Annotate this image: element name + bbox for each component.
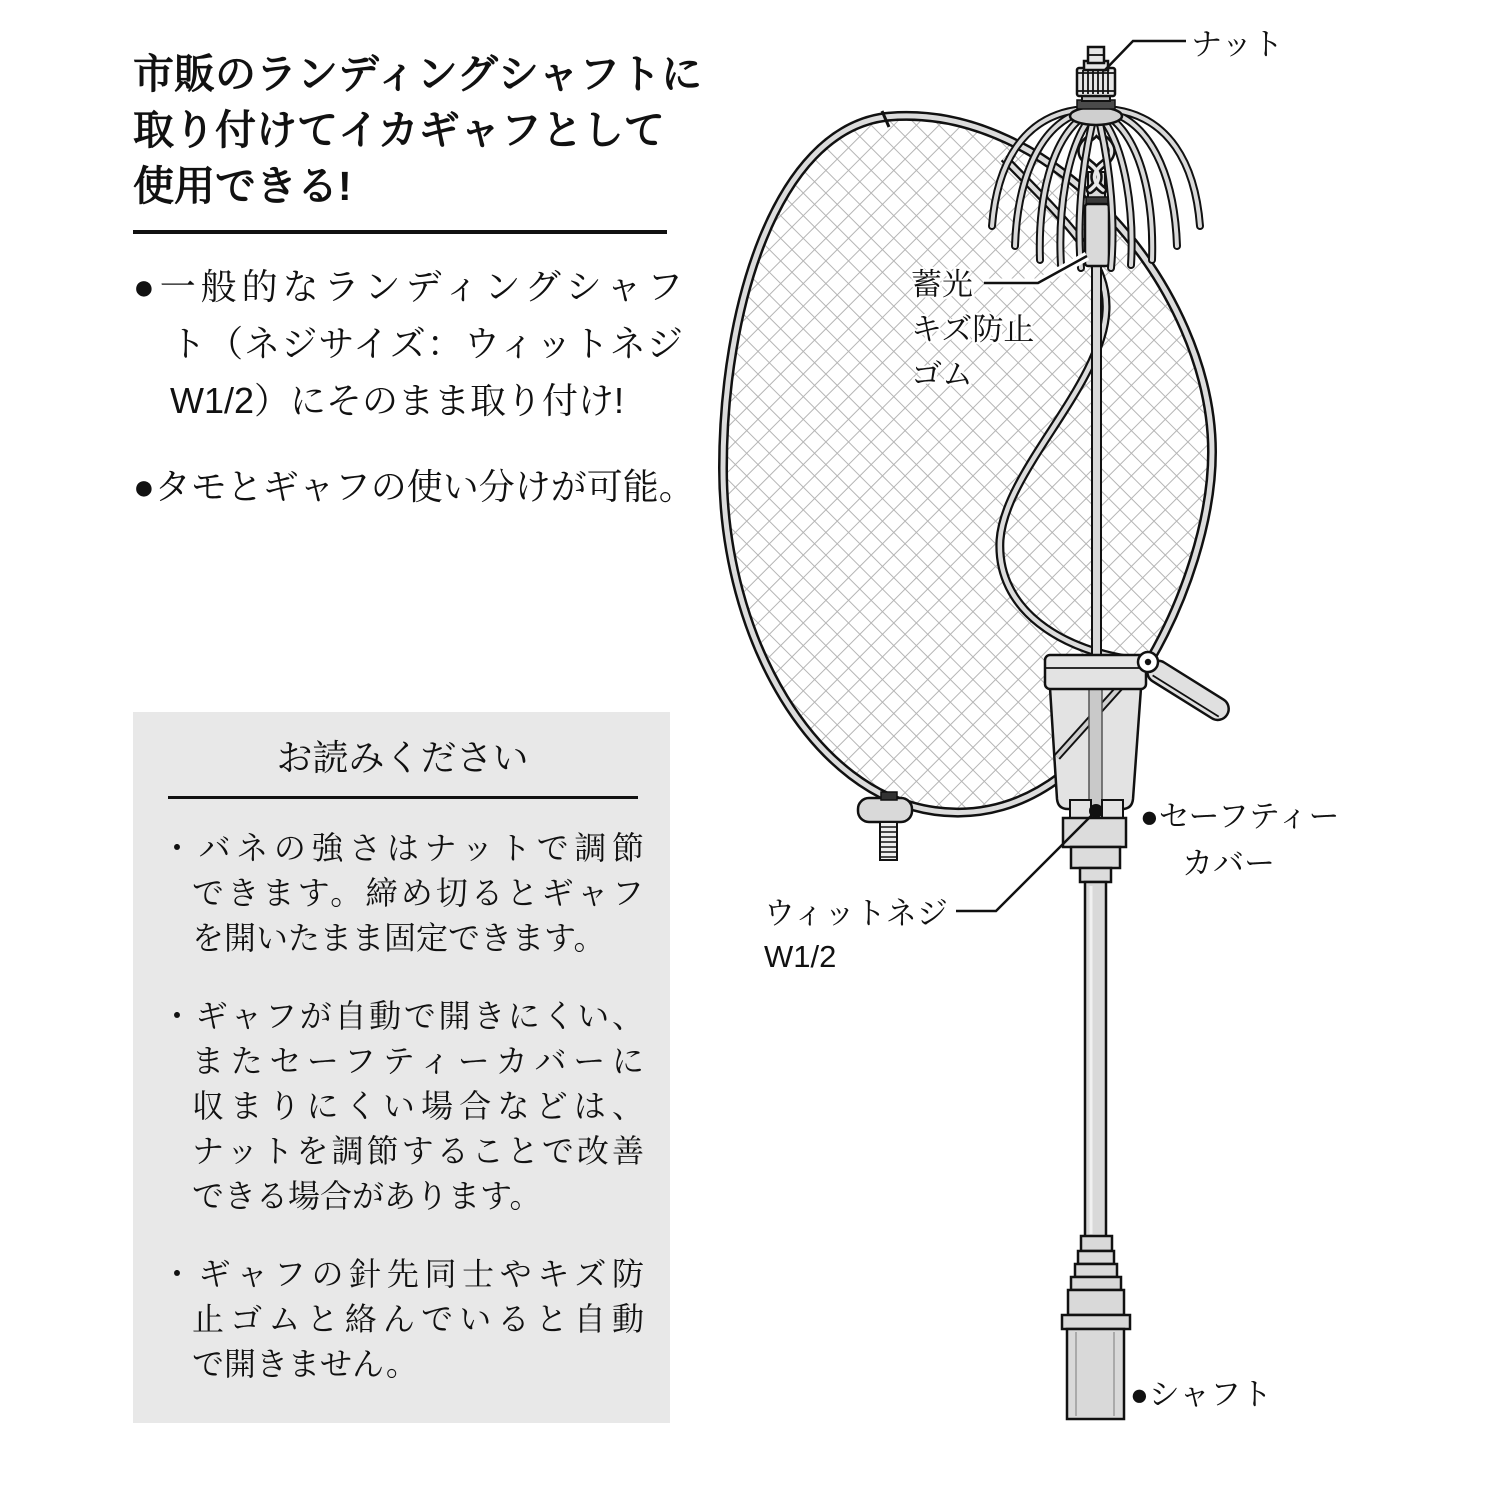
notice-list — [161, 826, 644, 1387]
title-line: 取り付けてイカギャフとして — [133, 107, 665, 153]
label-safety-cover: ●セーフティー カバー — [1140, 799, 1340, 881]
notice-item: ・バネの強さはナットで調節 できます。締め切るとギャフ を開いたまま固定できます。 — [161, 830, 644, 956]
leader-anchor-dot — [1089, 804, 1103, 818]
feature-item: ●一般的なランディングシャフ ト（ネジサイズ：ウィットネジ W1/2）にそのまま取り付け! — [133, 266, 683, 421]
notice-item: ・ギャフの針先同士やキズ防 止ゴムと絡んでいると自動 で開きません。 — [161, 1256, 644, 1382]
title-line: 市販のランディングシャフトに — [133, 51, 703, 97]
title-divider — [133, 230, 667, 234]
label-nut: ナット — [1191, 27, 1284, 62]
notice-title: お読みください — [276, 737, 529, 778]
rod-inside-cover — [1089, 688, 1102, 809]
landing-shaft — [1062, 882, 1130, 1419]
label-whitworth-screw: ウィットネジ W1/2 — [764, 896, 948, 974]
cover-top-rim — [1045, 655, 1146, 689]
cover-latch-left — [1070, 800, 1091, 818]
hoop-mount-screw — [858, 792, 912, 860]
adapter-block-2 — [1071, 847, 1120, 868]
label-glow-rubber: 蓄光 キズ防止 ゴム — [911, 267, 1035, 392]
telescope-steps — [1062, 1236, 1130, 1329]
cover-latch-right — [1102, 800, 1123, 818]
adapter-block-3 — [1080, 868, 1111, 882]
title-line: 使用できる! — [133, 163, 352, 209]
adapter-block-1 — [1063, 818, 1126, 847]
notice-divider — [168, 796, 638, 799]
notice-item: ・ギャフが自動で開きにくい、 またセーフティーカバーに 収まりにくい場合などは、 ナットを調節することで改善 できる場合があります。 — [161, 998, 644, 1214]
notice-box — [133, 712, 670, 1423]
page-title — [133, 46, 703, 214]
center-rod — [1092, 266, 1101, 661]
intro-section — [133, 46, 703, 515]
leader-nut — [1104, 41, 1186, 71]
feature-list — [133, 258, 695, 515]
label-shaft: ●シャフト — [1130, 1377, 1273, 1412]
shaft-tube — [1085, 882, 1106, 1238]
feature-item: ●タモとギャフの使い分けが可能。 — [133, 466, 695, 507]
